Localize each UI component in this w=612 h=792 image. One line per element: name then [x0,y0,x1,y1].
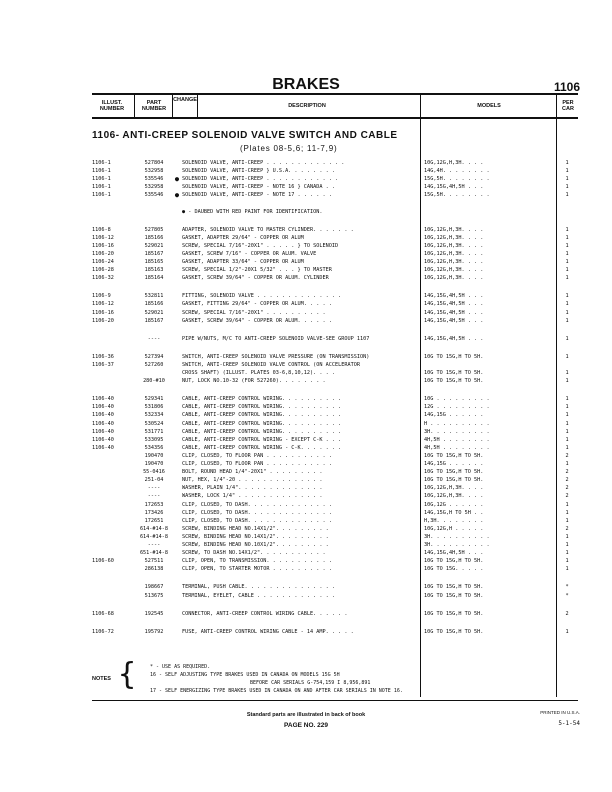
part-number: 614-#14-8 [139,533,169,540]
per-car: 2 [565,469,569,476]
models: 10G TO 15G,H TO 5H. [424,558,484,565]
description: SOLENOID VALVE, ANTI-CREEP } U.S.A. . . . . . . . [182,168,336,175]
part-number: 173426 [144,509,164,516]
models: 10G TO 15G,H TO 5H. [424,477,484,484]
models: H . . . . . . . . . . [424,420,490,427]
part-number: 251-04 [144,477,164,484]
description: CABLE, ANTI-CREEP CONTROL WIRING. . . . . . . . . . [182,412,342,419]
part-number: 529341 [144,396,164,403]
description: CABLE, ANTI-CREEP CONTROL WIRING. . . . . . . . . . [182,420,342,427]
table-header [92,93,578,119]
illus-number: 1106-40 [92,436,114,443]
part-number: 527805 [144,226,164,233]
table-row [92,469,578,476]
per-car: 1 [565,301,569,308]
models: 12G . . . . . . . . . [424,404,490,411]
models: 10G,12G,H,3H. . . . [424,267,484,274]
header-description: DESCRIPTION [288,103,326,109]
models: 14G,15G . . . . . . [424,461,484,467]
models: 3H. . . . . . . . . . [424,533,490,540]
illus-number: 1106-40 [92,412,114,419]
illus-number: 1106-40 [92,444,114,451]
models: 10G,12G . . . . . . [424,501,484,508]
description: WASHER, PLAIN 1/4". . . . . . . . . . . . . . [182,485,323,492]
part-number: 529021 [144,309,164,316]
illus-number: 1106-32 [92,275,114,282]
per-car: 2 [565,493,569,500]
description: SWITCH, ANTI-CREEP SOLENOID VALVE CONTROL (ON ACCELERATOR [182,361,361,368]
description: GASKET, ADAPTER 29/64" - COPPER OR ALUM [182,234,304,241]
table-row [92,235,578,242]
part-number: 286138 [144,566,164,573]
printed-in: PRINTED IN U.S.A. [540,710,580,715]
illus-number: 1106-8 [92,226,111,233]
per-car: 1 [565,335,569,342]
models: 10G,12G,H,3H. . . . [424,250,484,257]
per-car: 1 [565,542,569,548]
per-car: 1 [565,226,569,233]
per-car: 1 [565,461,569,467]
part-number: 534356 [144,444,164,451]
part-number: 527804 [144,160,164,166]
description: SOLENOID VALVE, ANTI-CREEP . . . . . . . . . . . . [182,176,339,183]
description: SCREW, SPECIAL 7/16"-20X1" . . . . . } TO SOLENOID [182,242,339,249]
note-star: * - USE AS REQUIRED. [150,664,211,670]
table-row [92,336,578,343]
per-car: 1 [565,412,569,419]
models: 15G,5H. . . . . . . . [424,192,490,199]
section-plates: (Plates 08-5,6; 11-7,9) [240,144,338,153]
models: 14G,15G . . . . . . [424,412,484,419]
models: 10G TO 15G,H TO 5H. [424,610,484,617]
description: PIPE W/NUTS, M/C TO ANTI-CREEP SOLENOID VALVE-SEE GROUP 1107 [182,335,370,342]
part-number: 185166 [144,301,164,308]
description: SOLENOID VALVE, ANTI-CREEP . . . . . . . . . . . . . [182,160,345,166]
illus-number: 1106-20 [92,250,114,257]
illus-number: 1106-40 [92,428,114,435]
description: CLIP, CLOSED, TO DASH. . . . . . . . . . . . . . [182,517,332,524]
per-car: 2 [565,610,569,617]
part-number: 532958 [144,184,164,191]
footer-standard-parts: Standard parts are illustrated in back of book [246,712,366,718]
description: SCREW, BINDING HEAD NO.14X1/2". . . . . . . . . [182,533,329,540]
description: CABLE, ANTI-CREEP CONTROL WIRING. . . . . . . . . . [182,428,342,435]
table-row [92,160,578,167]
change-mark: ● [174,191,180,200]
footer-rule [92,700,578,701]
illus-number: 1106-36 [92,353,114,360]
description: TERMINAL, EYELET, CABLE . . . . . . . . . . . . . [182,592,336,599]
models: 14G,15G,4H,5H . . . [424,301,484,308]
illus-number: 1106-16 [92,309,114,316]
table-row [92,209,578,216]
table-row [92,404,578,411]
per-car: 1 [565,160,569,166]
per-car: 1 [565,566,569,573]
models: 10G TO 15G,H TO 5H. [424,353,484,360]
per-car: 1 [565,176,569,183]
per-car: 2 [565,477,569,484]
header-models: MODELS [477,103,501,109]
models: 10G,12G,H,3H. . . . [424,242,484,249]
models: 10G TO 15G,H TO 5H. [424,370,484,376]
models: 10G TO 15G,H TO 5H. [424,469,484,476]
models: 10G,12G,H . . . . . [424,525,484,532]
per-car: 1 [565,234,569,241]
models: 10G TO 15G,H TO 5H. [424,584,484,591]
part-number: 513675 [144,592,164,599]
per-car: 2 [565,525,569,532]
description: CABLE, ANTI-CREEP CONTROL WIRING. . . . . . . . . . [182,404,342,411]
table-row [92,611,578,618]
table-row [92,584,578,591]
per-car: 1 [565,293,569,300]
illus-number: 1106-37 [92,361,114,368]
table-row [92,534,578,541]
part-number: 172651 [144,517,164,524]
description: BOLT, ROUND HEAD 1/4"-20X1" . . . . . . . . . [182,469,323,476]
models: 10G,12G,H,3H. . . . [424,485,484,492]
part-number: 195792 [144,628,164,635]
part-number: ---- [147,335,161,342]
table-row [92,493,578,500]
models: H,3H. . . . . . . . [424,517,484,524]
per-car: 1 [565,242,569,249]
models: 10G,12G,H,3H. . . . [424,493,484,500]
description: CROSS SHAFT) (ILLUST. PLATES 03-6,8,10,12). . . . [182,370,336,376]
table-row [92,593,578,600]
table-row [92,510,578,517]
part-number: ---- [147,542,161,548]
part-number: 185163 [144,267,164,274]
per-car: * [565,592,569,599]
table-row [92,362,578,369]
table-row [92,502,578,509]
part-number: 529021 [144,242,164,249]
description: CONNECTOR, ANTI-CREEP CONTROL WIRING CABLE. . . . . . [182,610,348,617]
table-row [92,293,578,300]
table-row [92,542,578,549]
models: 10G TO 15G,H TO 5H. [424,378,484,385]
table-row [92,518,578,525]
per-car: 1 [565,628,569,635]
per-car: 1 [565,370,569,376]
table-row [92,227,578,234]
per-car: 1 [565,184,569,191]
table-row [92,267,578,274]
footer-page-number: PAGE NO. 229 [284,722,328,729]
description: CLIP, OPEN, TO STARTER MOTOR . . . . . . . . . . [182,566,332,573]
per-car: 1 [565,353,569,360]
description: ADAPTER, SOLENOID VALVE TO MASTER CYLINDER. . . . . . . [182,226,354,233]
description: CLIP, OPEN, TO TRANSMISSION. . . . . . . . . . . [182,558,332,565]
models: 10G TO 15G. . . . . [424,566,484,573]
table-row [92,184,578,191]
description: CLIP, CLOSED, TO FLOOR PAN . . . . . . . . . . . [182,461,332,467]
per-car: 1 [565,517,569,524]
table-row [92,259,578,266]
table-row [92,412,578,419]
per-car: 1 [565,250,569,257]
header-illus-number: ILLUST. NUMBER [99,100,125,112]
table-row [92,421,578,428]
illus-number: 1106-16 [92,242,114,249]
models: 14G,15G,4H,5H . . . [424,309,484,316]
part-number: 185166 [144,234,164,241]
table-row [92,477,578,484]
models: 10G,12G,H,3H. . . . [424,275,484,282]
part-number: 614-#14-8 [139,525,169,532]
table-row [92,453,578,460]
per-car: 1 [565,168,569,175]
illus-number: 1106-1 [92,160,111,166]
description: GASKET, FITTING 29/64" - COPPER OR ALUM. . . . . [182,301,332,308]
per-car: 1 [565,436,569,443]
description: GASKET, ADAPTER 33/64" - COPPER OR ALUM [182,259,304,265]
table-row [92,526,578,533]
illus-number: 1106-12 [92,234,114,241]
illus-number: 1106-40 [92,404,114,411]
models: 4H,5H . . . . . . . . [424,436,490,443]
models: 10G,12G,H,3H. . . . [424,160,484,166]
per-car: 1 [565,550,569,557]
section-title: 1106- ANTI-CREEP SOLENOID VALVE SWITCH AND CABLE [92,130,398,141]
table-row [92,243,578,250]
table-row [92,558,578,565]
description: GASKET, SCREW 39/64" - COPPER OR ALUM. CYLINDER [182,275,329,282]
table-row [92,396,578,403]
per-car: 1 [565,309,569,316]
table-row [92,354,578,361]
models: 10G TO 15G,H TO 5H. [424,628,484,635]
models: 3H. . . . . . . . . . [424,542,490,548]
notes-brace: { [118,657,137,692]
part-number: ---- [147,485,161,492]
table-row [92,566,578,573]
per-car: 1 [565,267,569,274]
models: 10G,12G,H,3H. . . . [424,259,484,265]
table-row [92,301,578,308]
description: SOLENOID VALVE, ANTI-CREEP - NOTE 17 . . . . . . [182,192,332,199]
description: SCREW, BINDING HEAD NO.14X1/2". . . . . . . . . [182,525,329,532]
models: 14G,15G,4H,5H . . . [424,293,484,300]
models: 3H. . . . . . . . . . [424,428,490,435]
table-row [92,275,578,282]
description: GASKET, SCREW 39/64" - COPPER OR ALUM. . . . . . [182,317,332,324]
part-number: 280-#10 [143,378,165,385]
per-car: 1 [565,501,569,508]
illus-number: 1106-12 [92,301,114,308]
models: 10G,12G,H,3H. . . . [424,226,484,233]
description: SCREW, SPECIAL 7/16"-20X1" . . . . . . . . . . [182,309,326,316]
description: ● - DAUBED WITH RED PAINT FOR IDENTIFICATION. [182,208,323,215]
per-car: 1 [565,404,569,411]
description: NUT, HEX, 1/4"-20 . . . . . . . . . . . . . . [182,477,323,484]
models: 14G,15G,H TO 5H . . [424,509,484,516]
illus-number: 1106-9 [92,293,111,300]
illus-number: 1106-60 [92,558,114,565]
part-number: ---- [147,493,161,500]
table-row [92,445,578,452]
table-row [92,168,578,175]
part-number: 530524 [144,420,164,427]
description: CLIP, CLOSED, TO FLOOR PAN . . . . . . . . . . . [182,452,332,459]
part-number: 533095 [144,436,164,443]
description: CLIP, CLOSED, TO DASH. . . . . . . . . . . . . . [182,509,332,516]
models: 14G,15G,4H,5H . . . [424,550,484,557]
part-number: 531771 [144,428,164,435]
illus-number: 1106-1 [92,168,111,175]
models: 14G,4H. . . . . . . . [424,168,490,175]
part-number: 532334 [144,412,164,419]
description: NUT, LOCK NO.10-32 (FOR 527260). . . . . . . . [182,378,326,385]
models: 10G,12G,H,3H. . . . [424,234,484,241]
change-mark: ● [174,175,180,184]
models: 4H,5H . . . . . . . . [424,444,490,451]
table-row [92,485,578,492]
per-car: 1 [565,533,569,540]
part-number: 190470 [144,461,164,467]
part-number: 192545 [144,610,164,617]
models: 10G TO 15G,H TO 5H. [424,592,484,599]
part-number: 172653 [144,501,164,508]
illus-number: 1106-1 [92,192,111,199]
note-16: 16 - SELF ADJUSTING TYPE BRAKES USED IN CANADA ON MODELS 15G 5H [150,672,340,678]
description: WASHER, LOCK 1/4" . . . . . . . . . . . . . . [182,493,323,500]
note-16-serials: BEFORE CAR SERIALS G-754,159 I 8,956,891 [250,680,371,686]
per-car: 1 [565,428,569,435]
notes-label: NOTES [92,676,111,682]
description: SCREW, TO DASH NO.14X1/2". . . . . . . . . . . [182,550,326,557]
per-car: 1 [565,420,569,427]
table-row [92,437,578,444]
illus-number: 1106-68 [92,610,114,617]
description: SCREW, SPECIAL 1/2"-20X1 5/32" . . . } TO MASTER [182,267,332,274]
description: SOLENOID VALVE, ANTI-CREEP - NOTE 16 } CANADA . . [182,184,336,191]
page-title: BRAKES [272,76,340,93]
header-change: CHANGE [173,97,197,103]
part-number: 185167 [144,250,164,257]
part-number: 198667 [144,584,164,591]
part-number: 651-#14-8 [139,550,169,557]
illus-number: 1106-40 [92,420,114,427]
table-row [92,629,578,636]
description: TERMINAL, PUSH CABLE. . . . . . . . . . . . . . . [182,584,336,591]
part-number: 527394 [144,353,164,360]
table-row [92,176,578,183]
part-number: 527260 [144,361,164,368]
models: 14G,15G,4H,5H . . . [424,335,484,342]
per-car: 2 [565,485,569,492]
part-number: 185165 [144,259,164,265]
illus-number: 1106-72 [92,628,114,635]
per-car: 1 [565,192,569,199]
illus-number: 1106-20 [92,317,114,324]
per-car: 1 [565,259,569,265]
part-number: 185167 [144,317,164,324]
models: 10G TO 15G,H TO 5H. [424,452,484,459]
illus-number: 1106-1 [92,176,111,183]
table-row [92,461,578,468]
part-number: 532958 [144,168,164,175]
description: CABLE, ANTI-CREEP CONTROL WIRING - EXCEPT C-K . . . [182,436,342,443]
models: 10G . . . . . . . . . [424,396,490,403]
per-car: 1 [565,396,569,403]
models: 15G,5H. . . . . . . . [424,176,490,183]
table-row [92,251,578,258]
table-row [92,192,578,199]
table-row [92,429,578,436]
models: 14G,15G,4H,5H . . . [424,317,484,324]
per-car: 1 [565,558,569,565]
table-row [92,378,578,385]
part-number: 535546 [144,192,164,199]
illus-number: 1106-24 [92,259,114,265]
description: CLIP, CLOSED, TO DASH. . . . . . . . . . . . . . [182,501,332,508]
per-car: 2 [565,452,569,459]
table-row [92,370,578,377]
per-car: * [565,584,569,591]
illus-number: 1106-40 [92,396,114,403]
description: GASKET, SCREW 7/16" - COPPER OR ALUM. VALVE [182,250,317,257]
part-number: 55-0416 [143,469,165,476]
per-car: 1 [565,509,569,516]
description: FUSE, ANTI-CREEP CONTROL WIRING CABLE - 14 AMP. . . . . [182,628,354,635]
description: SWITCH, ANTI-CREEP SOLENOID VALVE PRESSURE (ON TRANSMISSION) [182,353,370,360]
models: 14G,15G,4H,5H . . . [424,184,484,191]
description: SCREW, BINDING HEAD NO.10X1/2". . . . . . . . . [182,542,329,548]
part-number: 185164 [144,275,164,282]
per-car: 1 [565,275,569,282]
per-car: 1 [565,378,569,385]
illus-number: 1106-1 [92,184,111,191]
table-row [92,318,578,325]
per-car: 1 [565,444,569,451]
header-part-number: PART NUMBER [141,100,167,112]
print-date: 5-1-54 [558,720,580,727]
illus-number: 1106-28 [92,267,114,274]
description: CABLE, ANTI-CREEP CONTROL WIRING - C-K. . . . . . . [182,444,342,451]
header-per-car: PER CAR [562,100,574,112]
description: CABLE, ANTI-CREEP CONTROL WIRING. . . . . . . . . . [182,396,342,403]
part-number: 531806 [144,404,164,411]
table-row [92,550,578,557]
description: FITTING, SOLENOID VALVE . . . . . . . . . . . . . . [182,293,342,300]
part-number: 190470 [144,452,164,459]
part-number: 527511 [144,558,164,565]
part-number: 535546 [144,176,164,183]
table-row [92,310,578,317]
page-group-number: 1106 [553,80,580,94]
per-car: 1 [565,317,569,324]
part-number: 532811 [144,293,164,300]
note-17: 17 - SELF ENERGIZING TYPE BRAKES USED IN CANADA ON AND AFTER CAR SERIALS IN NOTE 16. [150,688,403,694]
